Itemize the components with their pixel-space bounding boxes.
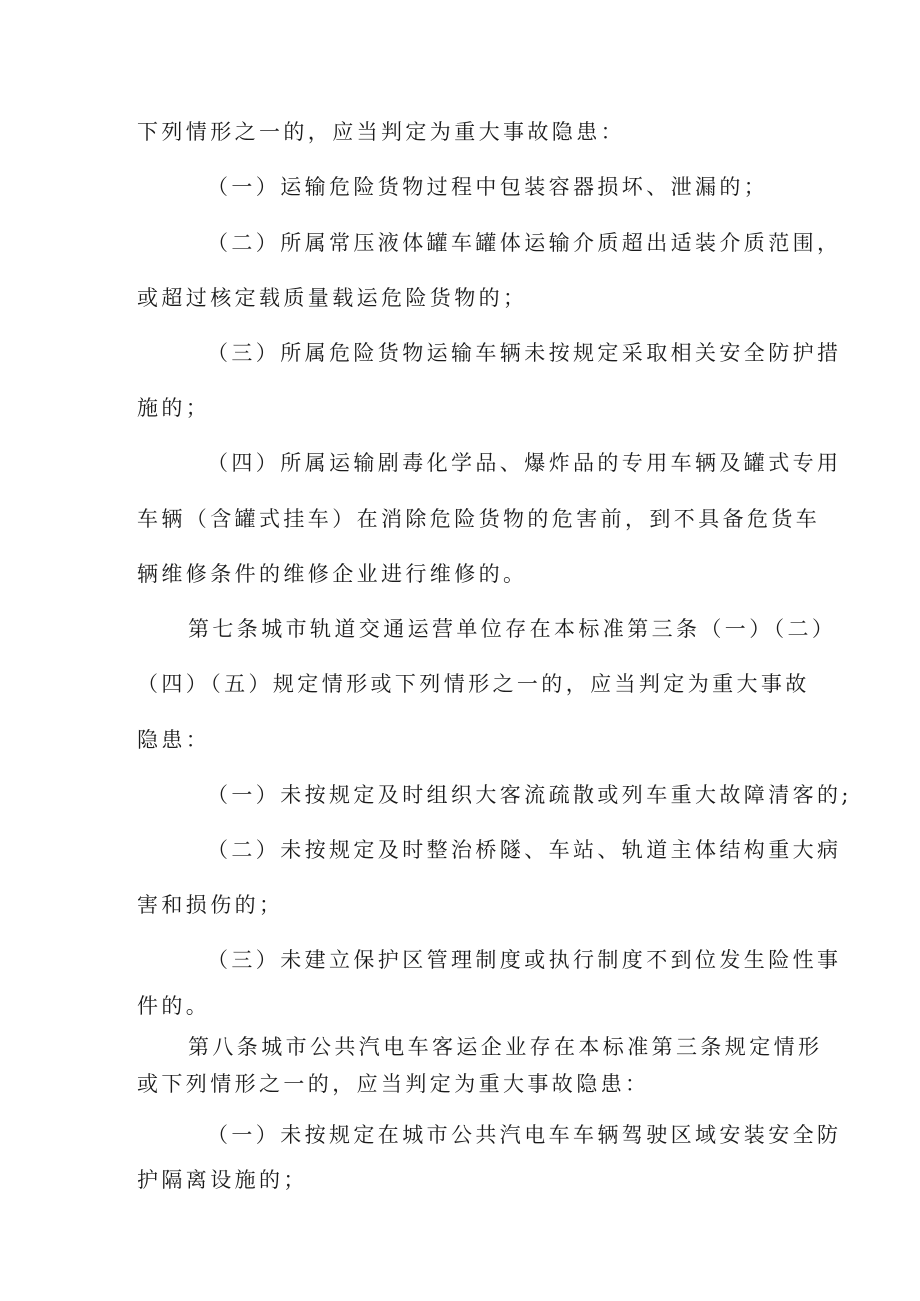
text-line-9: 辆维修条件的维修企业进行维修的。 [137,562,528,586]
text-line-18: 第八条城市公共汽电车客运企业存在本标准第三条规定情形 [188,1035,823,1059]
text-line-13: （一）未按规定及时组织大客流疏散或列车重大故障清客的; [207,783,852,807]
text-line-11: （四）（五）规定情形或下列情形之一的，应当判定为重大事故 [137,672,810,696]
text-line-14: （二）未按规定及时整治桥隧、车站、轨道主体结构重大病 [207,838,842,862]
text-line-12: 隐患： [137,728,211,752]
text-line-17: 件的。 [137,994,211,1018]
text-line-15: 害和损伤的； [137,893,284,917]
text-line-21: 护隔离设施的； [137,1168,308,1192]
text-line-6: 施的； [137,396,211,420]
text-line-4: 或超过核定载质量载运危险货物的； [137,286,528,310]
text-line-3: （二）所属常压液体罐车罐体运输介质超出适装介质范围， [207,231,842,255]
text-line-10: 第七条城市轨道交通运营单位存在本标准第三条（一）（二） [188,617,837,641]
text-line-16: （三）未建立保护区管理制度或执行制度不到位发生险性事 [207,948,842,972]
text-line-20: （一）未按规定在城市公共汽电车车辆驾驶区域安装安全防 [207,1123,842,1147]
text-line-7: （四）所属运输剧毒化学品、爆炸品的专用车辆及罐式专用 [207,451,842,475]
text-line-1: 下列情形之一的，应当判定为重大事故隐患： [137,120,625,144]
text-line-2: （一）运输危险货物过程中包装容器损坏、泄漏的； [207,175,769,199]
text-line-19: 或下列情形之一的，应当判定为重大事故隐患： [137,1072,650,1096]
text-line-8: 车辆（含罐式挂车）在消除危险货物的危害前，到不具备危货车 [137,507,821,531]
text-line-5: （三）所属危险货物运输车辆未按规定采取相关安全防护措 [207,341,842,365]
